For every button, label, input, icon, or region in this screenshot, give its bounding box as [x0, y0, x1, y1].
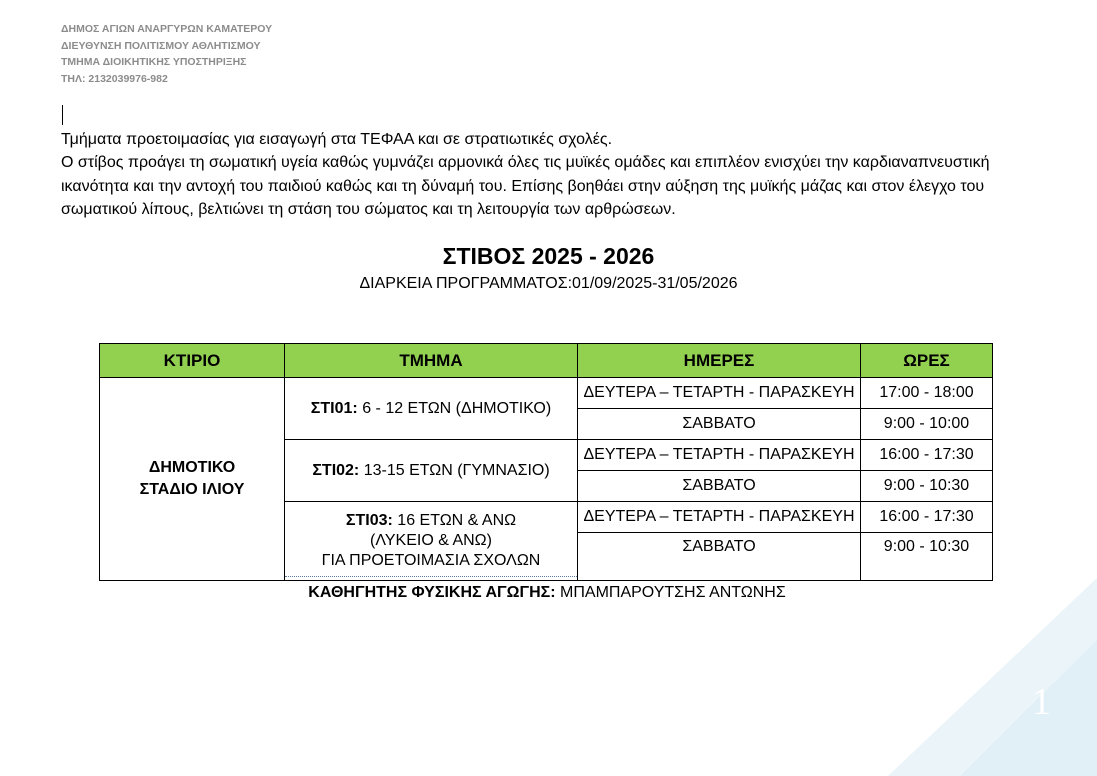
letterhead-municipality: ΔΗΜΟΣ ΑΓΙΩΝ ΑΝΑΡΓΥΡΩΝ ΚΑΜΑΤΕΡΟΥ: [61, 23, 273, 35]
group-code: ΣΤΙ03:: [345, 512, 393, 529]
letterhead: [61, 21, 272, 87]
building-cell: [100, 378, 285, 581]
group-cell: [285, 440, 578, 502]
teacher-line: [0, 584, 1094, 602]
group-cell: [285, 378, 578, 440]
group-code: ΣΤΙ02:: [312, 461, 360, 479]
group-cell: [285, 502, 578, 581]
intro-paragraph-1: Τμήματα προετοιμασίας για εισαγωγή στα ΤΕΦΑΑ και σε στρατιωτικές σχολές.: [61, 131, 613, 148]
building-name-line1: ΔΗΜΟΤΙΚΟ: [148, 459, 236, 476]
group-line-1: [285, 511, 577, 531]
teacher-label: ΚΑΘΗΓΗΤΗΣ ΦΥΣΙΚΗΣ ΑΓΩΓΗΣ:: [308, 584, 556, 601]
hours-cell: 9:00 - 10:30: [861, 533, 993, 581]
schedule-table: [99, 343, 993, 581]
dotted-underline: [285, 576, 577, 577]
days-cell: ΣΑΒΒΑΤΟ: [578, 533, 861, 581]
letterhead-department: ΤΜΗΜΑ ΔΙΟΙΚΗΤΙΚΗΣ ΥΠΟΣΤΗΡΙΞΗΣ: [61, 56, 247, 68]
header-group: ΤΜΗΜΑ: [285, 344, 578, 378]
hours-cell: 16:00 - 17:30: [861, 440, 993, 471]
group-description: 6 - 12 ΕΤΩΝ (ΔΗΜΟΤΙΚΟ): [357, 399, 552, 417]
document-title: ΣΤΙΒΟΣ 2025 - 2026: [442, 243, 655, 269]
hours-cell: 17:00 - 18:00: [861, 378, 993, 409]
program-duration: ΔΙΑΡΚΕΙΑ ΠΡΟΓΡΑΜΜΑΤΟΣ:01/09/2025-31/05/2026: [359, 275, 738, 292]
intro-text: [61, 128, 1051, 221]
table-row: [100, 378, 993, 409]
hours-cell: 9:00 - 10:30: [861, 471, 993, 502]
days-cell: ΔΕΥΤΕΡΑ – ΤΕΤΑΡΤΗ - ΠΑΡΑΣΚΕΥΗ: [578, 440, 861, 471]
group-line-2: (ΛΥΚΕΙΟ & ΑΝΩ): [370, 532, 492, 549]
days-cell: ΣΑΒΒΑΤΟ: [578, 409, 861, 440]
building-name-line2: ΣΤΑΔΙΟ ΙΛΙΟΥ: [139, 481, 245, 498]
days-cell: ΔΕΥΤΕΡΑ – ΤΕΤΑΡΤΗ - ΠΑΡΑΣΚΕΥΗ: [578, 378, 861, 409]
hours-cell: 16:00 - 17:30: [861, 502, 993, 533]
days-cell: ΣΑΒΒΑΤΟ: [578, 471, 861, 502]
header-hours: ΩΡΕΣ: [861, 344, 993, 378]
page-number: 1: [1032, 681, 1051, 723]
text-cursor: [62, 105, 63, 125]
days-cell: ΔΕΥΤΕΡΑ – ΤΕΤΑΡΤΗ - ΠΑΡΑΣΚΕΥΗ: [578, 502, 861, 533]
letterhead-directorate: ΔΙΕΥΘΥΝΣΗ ΠΟΛΙΤΙΣΜΟΥ ΑΘΛΗΤΙΣΜΟΥ: [61, 39, 261, 52]
group-description: 16 ΕΤΩΝ & ΑΝΩ: [392, 512, 517, 529]
group-description: 13-15 ΕΤΩΝ (ΓΥΜΝΑΣΙΟ): [359, 461, 550, 479]
letterhead-phone: ΤΗΛ: 2132039976-982: [61, 72, 168, 85]
teacher-name: ΜΠΑΜΠΑΡΟΥΤΣΗΣ ΑΝΤΩΝΗΣ: [555, 584, 786, 601]
hours-cell: 9:00 - 10:00: [861, 409, 993, 440]
table-header-row: [100, 344, 993, 378]
group-line-3: ΓΙΑ ΠΡΟΕΤΟΙΜΑΣΙΑ ΣΧΟΛΩΝ: [321, 552, 541, 569]
header-days: ΗΜΕΡΕΣ: [578, 344, 861, 378]
group-code: ΣΤΙ01:: [310, 399, 358, 417]
intro-paragraph-2: Ο στίβος προάγει τη σωματική υγεία καθώς γυμνάζει αρμονικά όλες τις μυϊκές ομάδες και επιπλέον ενισχύει την καρδιαναπνευστική ικανότητα και την αντοχή του παιδιού καθώς και τη δύναμή του. Επίσης βοηθάει στην αύξηση της μυϊκής μάζας και στον έλεγχο του σωματικού λίπους, βελτιώνει τη στάση του σώματος και τη λειτουργία των αρθρώσεων.: [61, 154, 990, 218]
header-building: ΚΤΙΡΙΟ: [100, 344, 285, 378]
